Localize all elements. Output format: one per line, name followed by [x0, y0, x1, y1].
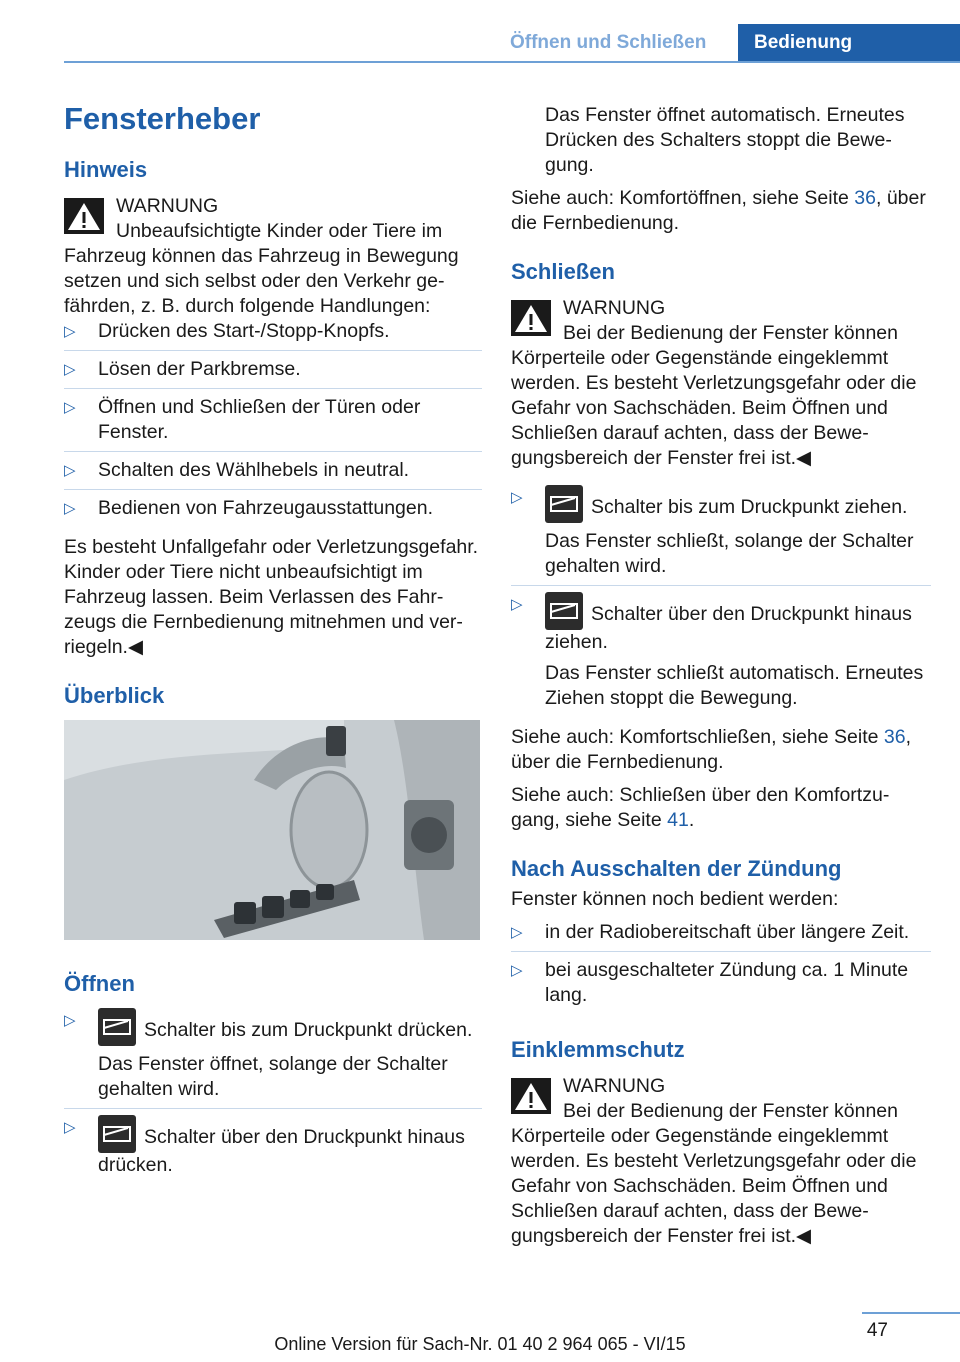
warning-title: WARNUNG — [563, 297, 666, 319]
step-subtext: Das Fenster schließt, solange der Schalter gehalten wird. — [545, 530, 914, 577]
list-item-text: Schalten des Wählhebels in neutral. — [98, 459, 410, 481]
warning-title: WARNUNG — [563, 1075, 666, 1097]
step-subtext: Das Fenster öffnet automatisch. Erneutes Drücken des Schalters stoppt die Bewegung. — [545, 104, 905, 176]
see-also-komfortschliessen — [511, 725, 931, 775]
bullet-triangle-icon: ▷ — [64, 500, 76, 517]
bullet-triangle-icon: ▷ — [511, 489, 523, 506]
warning-text: Bei der Bedienung der Fenster können Körperteile oder Gegenstände eingeklemmt werden. Es besteht Verletzungsgefahr oder die Gefahr von Sachschäden. Beim Öffnen und Schließen darauf achten, dass der Bewegungsbereich der Fenster frei ist.◀ — [511, 1100, 917, 1247]
bullet-triangle-icon: ▷ — [64, 361, 76, 378]
list-item — [64, 458, 482, 490]
step-text: Schalter bis zum Druckpunkt ziehen. — [591, 496, 908, 518]
step-subtext: Das Fenster öffnet, solange der Schalter gehalten wird. — [98, 1053, 448, 1100]
warning-title: WARNUNG — [116, 195, 219, 217]
see-also-text: , über die Fernbedienung. — [511, 726, 911, 773]
bullet-triangle-icon: ▷ — [511, 924, 523, 941]
list-item-text: Drücken des Start-/Stopp-Knopfs. — [98, 320, 390, 342]
action-list — [64, 319, 482, 527]
step-subtext: Das Fenster schließt automatisch. Erneutes Ziehen stoppt die Bewegung. — [545, 662, 924, 709]
list-item-text: Öffnen und Schließen der Türen oder Fenster. — [98, 396, 421, 443]
oeffnen-heading: Öffnen — [64, 971, 135, 996]
schliessen-steps — [511, 485, 931, 717]
bullet-triangle-icon: ▷ — [511, 596, 523, 613]
see-also-komfortzugang — [511, 783, 931, 833]
list-item-text: Bedienen von Fahrzeugausstattungen. — [98, 497, 433, 519]
window-switch-icon — [98, 1115, 136, 1153]
list-item-text: Lösen der Parkbremse. — [98, 358, 301, 380]
bullet-triangle-icon: ▷ — [64, 1012, 76, 1029]
window-switch-icon — [98, 1008, 136, 1046]
nach-ausschalten-heading: Nach Ausschalten der Zündung — [511, 856, 842, 881]
bullet-triangle-icon: ▷ — [511, 962, 523, 979]
list-item — [64, 496, 482, 527]
see-also-text: , über die Fernbedienung. — [511, 187, 926, 234]
list-item — [64, 395, 482, 452]
chapter-breadcrumb[interactable]: Öffnen und Schließen — [510, 32, 707, 53]
see-also-text: Siehe auch: Schließen über den Komfortzugang, siehe Seite — [511, 784, 890, 831]
bullet-triangle-icon: ▷ — [64, 323, 76, 340]
list-item — [64, 357, 482, 389]
list-item-text: in der Radiobereitschaft über längere Zeit. — [545, 921, 910, 943]
oeffnen-steps — [64, 1008, 482, 1184]
right-column — [511, 103, 931, 1249]
warning-box — [511, 296, 931, 471]
bullet-triangle-icon: ▷ — [64, 1119, 76, 1136]
see-also-text: Siehe auch: Komfortöffnen, siehe Seite — [511, 187, 855, 209]
ueberblick-heading: Überblick — [64, 683, 165, 708]
warning-icon — [511, 1078, 551, 1114]
page-title: Fensterheber — [64, 101, 261, 136]
step-text: Schalter über den Druckpunkt hinaus drücken. — [98, 1126, 465, 1176]
nach-ausschalten-intro: Fenster können noch bedient werden: — [511, 888, 839, 910]
section-tab[interactable]: Bedienung — [738, 24, 960, 62]
warning-icon — [511, 300, 551, 336]
einklemmschutz-heading: Einklemmschutz — [511, 1037, 685, 1062]
list-item — [511, 592, 931, 717]
page-link[interactable]: 36 — [883, 726, 906, 748]
warning-box — [511, 1074, 931, 1249]
warning-text: Bei der Bedienung der Fenster können Körperteile oder Gegenstände eingeklemmt werden. Es besteht Verletzungsgefahr oder die Gefahr von Sachschäden. Beim Öffnen und Schließen darauf achten, dass der Bewegungsbereich der Fenster frei ist.◀ — [511, 322, 917, 469]
list-item — [64, 319, 482, 351]
list-item — [64, 1115, 482, 1184]
warning-icon — [64, 198, 104, 234]
footer-text: Online Version für Sach-Nr. 01 40 2 964 065 - VI/15 — [274, 1334, 686, 1354]
left-column — [64, 100, 482, 1192]
list-item — [511, 958, 931, 1014]
bullet-triangle-icon: ▷ — [64, 399, 76, 416]
list-item — [64, 1008, 482, 1109]
see-also-komfortoeffnen — [511, 186, 931, 236]
hinweis-heading: Hinweis — [64, 157, 148, 182]
page-header — [0, 0, 960, 60]
door-panel-photo — [64, 720, 480, 940]
schliessen-heading: Schließen — [511, 259, 615, 284]
page-link[interactable]: 36 — [854, 187, 876, 209]
step-text: Schalter über den Druckpunkt hinaus ziehen. — [545, 603, 912, 653]
step-text: Schalter bis zum Druckpunkt drücken. — [144, 1019, 473, 1041]
window-switch-icon — [545, 592, 583, 630]
window-switch-icon — [545, 485, 583, 523]
hinweis-after-text: Es besteht Unfallgefahr oder Verletzungsgefahr. Kinder oder Tiere nicht unbeaufsichtigt im Fahrzeug lassen. Beim Verlassen des Fahrzeugs die Fernbedienung mitnehmen und verriegeln.◀ — [64, 536, 479, 658]
header-rule — [64, 61, 960, 63]
list-item — [511, 920, 931, 952]
page-number: 47 — [862, 1312, 960, 1343]
warning-box — [64, 194, 482, 319]
nach-ausschalten-list — [511, 920, 931, 1014]
see-also-text: Siehe auch: Komfortschließen, siehe Seite — [511, 726, 884, 748]
see-also-text: . — [688, 809, 695, 831]
warning-text: Unbeaufsichtigte Kinder oder Tiere im Fahrzeug können das Fahrzeug in Bewegung setzen und sich selbst oder den Verkehr gefährden, z. B. durch folgende Handlungen: — [64, 220, 459, 317]
bullet-triangle-icon: ▷ — [64, 462, 76, 479]
list-item — [511, 485, 931, 586]
page-link[interactable]: 41 — [667, 809, 689, 831]
list-item-text: bei ausgeschalteter Zündung ca. 1 Minute lang. — [545, 959, 909, 1006]
